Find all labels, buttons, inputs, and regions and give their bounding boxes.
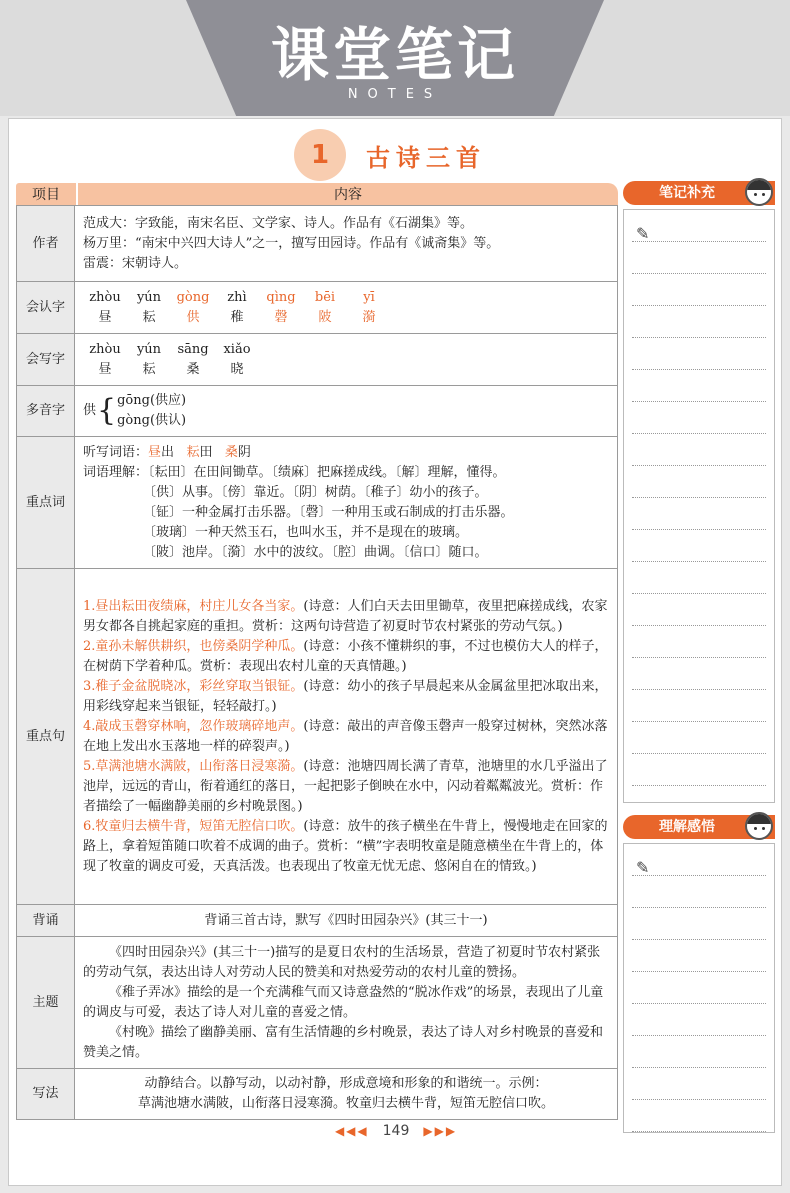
character: 陂: [318, 309, 332, 325]
pinyin: zhì: [227, 289, 247, 305]
student-avatar-icon: [745, 812, 773, 840]
poly-reading: gōng(供应): [117, 393, 187, 408]
character: 桑: [186, 361, 200, 377]
row-content: [75, 282, 618, 334]
method-example: 草满池塘水满陂，山衔落日浸寒漪。牧童归去横牛背，短笛无腔信口吹。: [137, 1096, 554, 1111]
poly-reading: gòng(供认): [117, 413, 187, 428]
theme-paragraph: 《村晚》描绘了幽静美丽、富有生活情趣的乡村晚景，表达了诗人对乡村晚景的喜爱和赞美之情。: [83, 1024, 604, 1060]
row-label: 主题: [17, 937, 75, 1069]
understanding-panel: [623, 815, 775, 1133]
author-line: 杨万里：“南宋中兴四大诗人”之一，擅写田园诗。作品有《诚斋集》等。: [83, 235, 500, 251]
lesson-title: 古诗三首: [366, 143, 486, 172]
table-row-sentences: [17, 569, 618, 905]
pinyin: yī: [363, 289, 375, 305]
row-label: 写法: [17, 1069, 75, 1120]
row-content: [75, 569, 618, 905]
theme-paragraph: 《稚子弄冰》描绘的是一个充满稚气而又诗意盎然的“脱冰作戏”的场景，表现出了儿童的调皮与可爱，表达了诗人对儿童的喜爱之情。: [83, 984, 604, 1020]
row-label: 背诵: [17, 905, 75, 937]
pinyin: zhòu: [89, 289, 121, 305]
notes-supplement-lines[interactable]: [623, 209, 775, 803]
header-title: 课堂笔记: [270, 21, 519, 89]
row-label: 多音字: [17, 386, 75, 437]
row-content: [75, 206, 618, 282]
page-header: [0, 0, 790, 116]
table-row-method: [17, 1069, 618, 1120]
lesson-number: 1: [294, 129, 346, 181]
table-row-author: [17, 206, 618, 282]
pinyin-row: [83, 288, 609, 308]
row-label: 会写字: [17, 334, 75, 386]
row-label: 会认字: [17, 282, 75, 334]
pinyin: zhòu: [89, 341, 121, 357]
row-content: [75, 386, 618, 437]
keyword-line: 〔陂〕池岸。〔漪〕水中的波纹。〔腔〕曲调。〔信口〕随口。: [143, 544, 488, 560]
lesson-heading: [294, 129, 486, 181]
pinyin: xiǎo: [223, 341, 251, 357]
keyword-line: 〔钲〕一种金属打击乐器。〔磬〕一种用玉或石制成的打击乐器。: [143, 504, 514, 520]
character: 磬: [274, 309, 288, 325]
character: 昼: [98, 309, 112, 325]
character: 耘: [142, 309, 156, 325]
keyword-line: 〔玻璃〕一种天然玉石，也叫水玉，并不是现在的玻璃。: [143, 524, 469, 540]
brace-icon: {: [97, 393, 117, 428]
char-row: [83, 308, 609, 328]
table-row-recognize: [17, 282, 618, 334]
table-row-polyphone: [17, 386, 618, 437]
table-row-write: [17, 334, 618, 386]
row-label: 重点词: [17, 437, 75, 569]
understanding-lines[interactable]: [623, 843, 775, 1133]
page-footer: [9, 1123, 783, 1139]
author-line: 范成大：字致能，南宋名臣、文学家、诗人。作品有《石湖集》等。: [83, 215, 474, 231]
character: 漪: [362, 309, 376, 325]
pinyin: bēi: [314, 289, 336, 305]
pinyin: gòng: [176, 289, 210, 305]
pinyin: qìng: [266, 289, 296, 305]
row-label: 重点句: [17, 569, 75, 905]
table-row-recite: [17, 905, 618, 937]
dictation-line: 听写词语：昼出 耘田 桑阴: [83, 444, 251, 460]
row-content: [75, 937, 618, 1069]
table-row-keywords: [17, 437, 618, 569]
pinyin: yún: [136, 289, 162, 305]
pinyin-row: [83, 340, 609, 360]
notes-page: [8, 118, 782, 1186]
character: 耘: [142, 361, 156, 377]
pinyin: yún: [136, 341, 162, 357]
character: 稚: [230, 309, 244, 325]
pencil-icon: ✎: [636, 224, 650, 243]
table-row-theme: [17, 937, 618, 1069]
column-header-content: 内容: [78, 183, 618, 205]
keyword-line: 词语理解：〔耘田〕在田间锄草。〔绩麻〕把麻搓成线。〔解〕理解，懂得。: [83, 464, 506, 480]
sentence-item: 5.草满池塘水满陂，山衔落日浸寒漪。(诗意：池塘四周长满了青草，池塘里的水几乎溢出了池岸，远远的青山，衔着通红的落日，一起把影子倒映在水中，闪动着粼粼波光。赏析：作者描绘了一幅幽静美丽的乡村晚景图。): [83, 758, 608, 814]
row-content: [75, 437, 618, 569]
notes-supplement-title: 笔记补充: [623, 181, 775, 205]
sentence-item: 1.昼出耘田夜绩麻，村庄儿女各当家。(诗意：人们白天去田里锄草，夜里把麻搓成线，农家男女都各自挑起家庭的重担。赏析：这两句诗营造了初夏时节农村紧张的劳动气氛。): [83, 598, 608, 634]
poly-char: 供: [83, 403, 97, 418]
author-line: 雷震：宋朝诗人。: [83, 255, 188, 271]
next-page-arrows-icon[interactable]: ▶▶▶: [423, 1124, 458, 1138]
page-number: 149: [382, 1123, 410, 1139]
character: 供: [186, 309, 200, 325]
sentence-item: 4.敲成玉磬穿林响，忽作玻璃碎地声。(诗意：敲出的声音像玉磬声一般穿过树林，突然冰落在地上发出水玉落地一样的碎裂声。): [83, 718, 608, 754]
row-label: 作者: [17, 206, 75, 282]
character: 晓: [230, 361, 244, 377]
keyword-line: 〔供〕从事。〔傍〕靠近。〔阴〕树荫。〔稚子〕幼小的孩子。: [143, 484, 488, 500]
row-content: 背诵三首古诗，默写《四时田园杂兴》(其三十一): [75, 905, 618, 937]
sentence-item: 2.童孙未解供耕织，也傍桑阴学种瓜。(诗意：小孩不懂耕织的事，不过也模仿大人的样子，在树荫下学着种瓜。赏析：表现出农村儿童的天真情趣。): [83, 638, 608, 674]
char-row: [83, 360, 609, 380]
sentence-item: 6.牧童归去横牛背，短笛无腔信口吹。(诗意：放牛的孩子横坐在牛背上，慢慢地走在回家的路上，拿着短笛随口吹着不成调的曲子。赏析：“横”字表明牧童是随意横坐在牛背上的，体现了牧童的调皮可爱，天真活泼。也表现出了牧童无忧无虑、悠闲自在的情致。): [83, 818, 608, 874]
pencil-icon: ✎: [636, 858, 650, 877]
header-subtitle: NOTES: [347, 87, 443, 102]
notes-supplement-panel: [623, 181, 775, 803]
student-avatar-icon: [745, 178, 773, 206]
character: 昼: [98, 361, 112, 377]
row-content: [75, 334, 618, 386]
pinyin: sāng: [177, 341, 209, 357]
theme-paragraph: 《四时田园杂兴》(其三十一)描写的是夏日农村的生活场景，营造了初夏时节农村紧张的劳动气氛，表达出诗人对劳动人民的赞美和对热爱劳动的农村儿童的赞扬。: [83, 944, 601, 980]
method-line: 动静结合。以静写动，以动衬静，形成意境和形象的和谐统一。示例：: [144, 1076, 548, 1091]
row-content: [75, 1069, 618, 1120]
understanding-title: 理解感悟: [623, 815, 775, 839]
column-header-item: 项目: [16, 183, 76, 205]
notes-table: [16, 205, 618, 1120]
prev-page-arrows-icon[interactable]: ◀◀◀: [334, 1124, 369, 1138]
sentence-item: 3.稚子金盆脱晓冰，彩丝穿取当银钲。(诗意：幼小的孩子早晨起来从金属盆里把冰取出来，用彩线穿起来当银钲，轻轻敲打。): [83, 678, 608, 714]
